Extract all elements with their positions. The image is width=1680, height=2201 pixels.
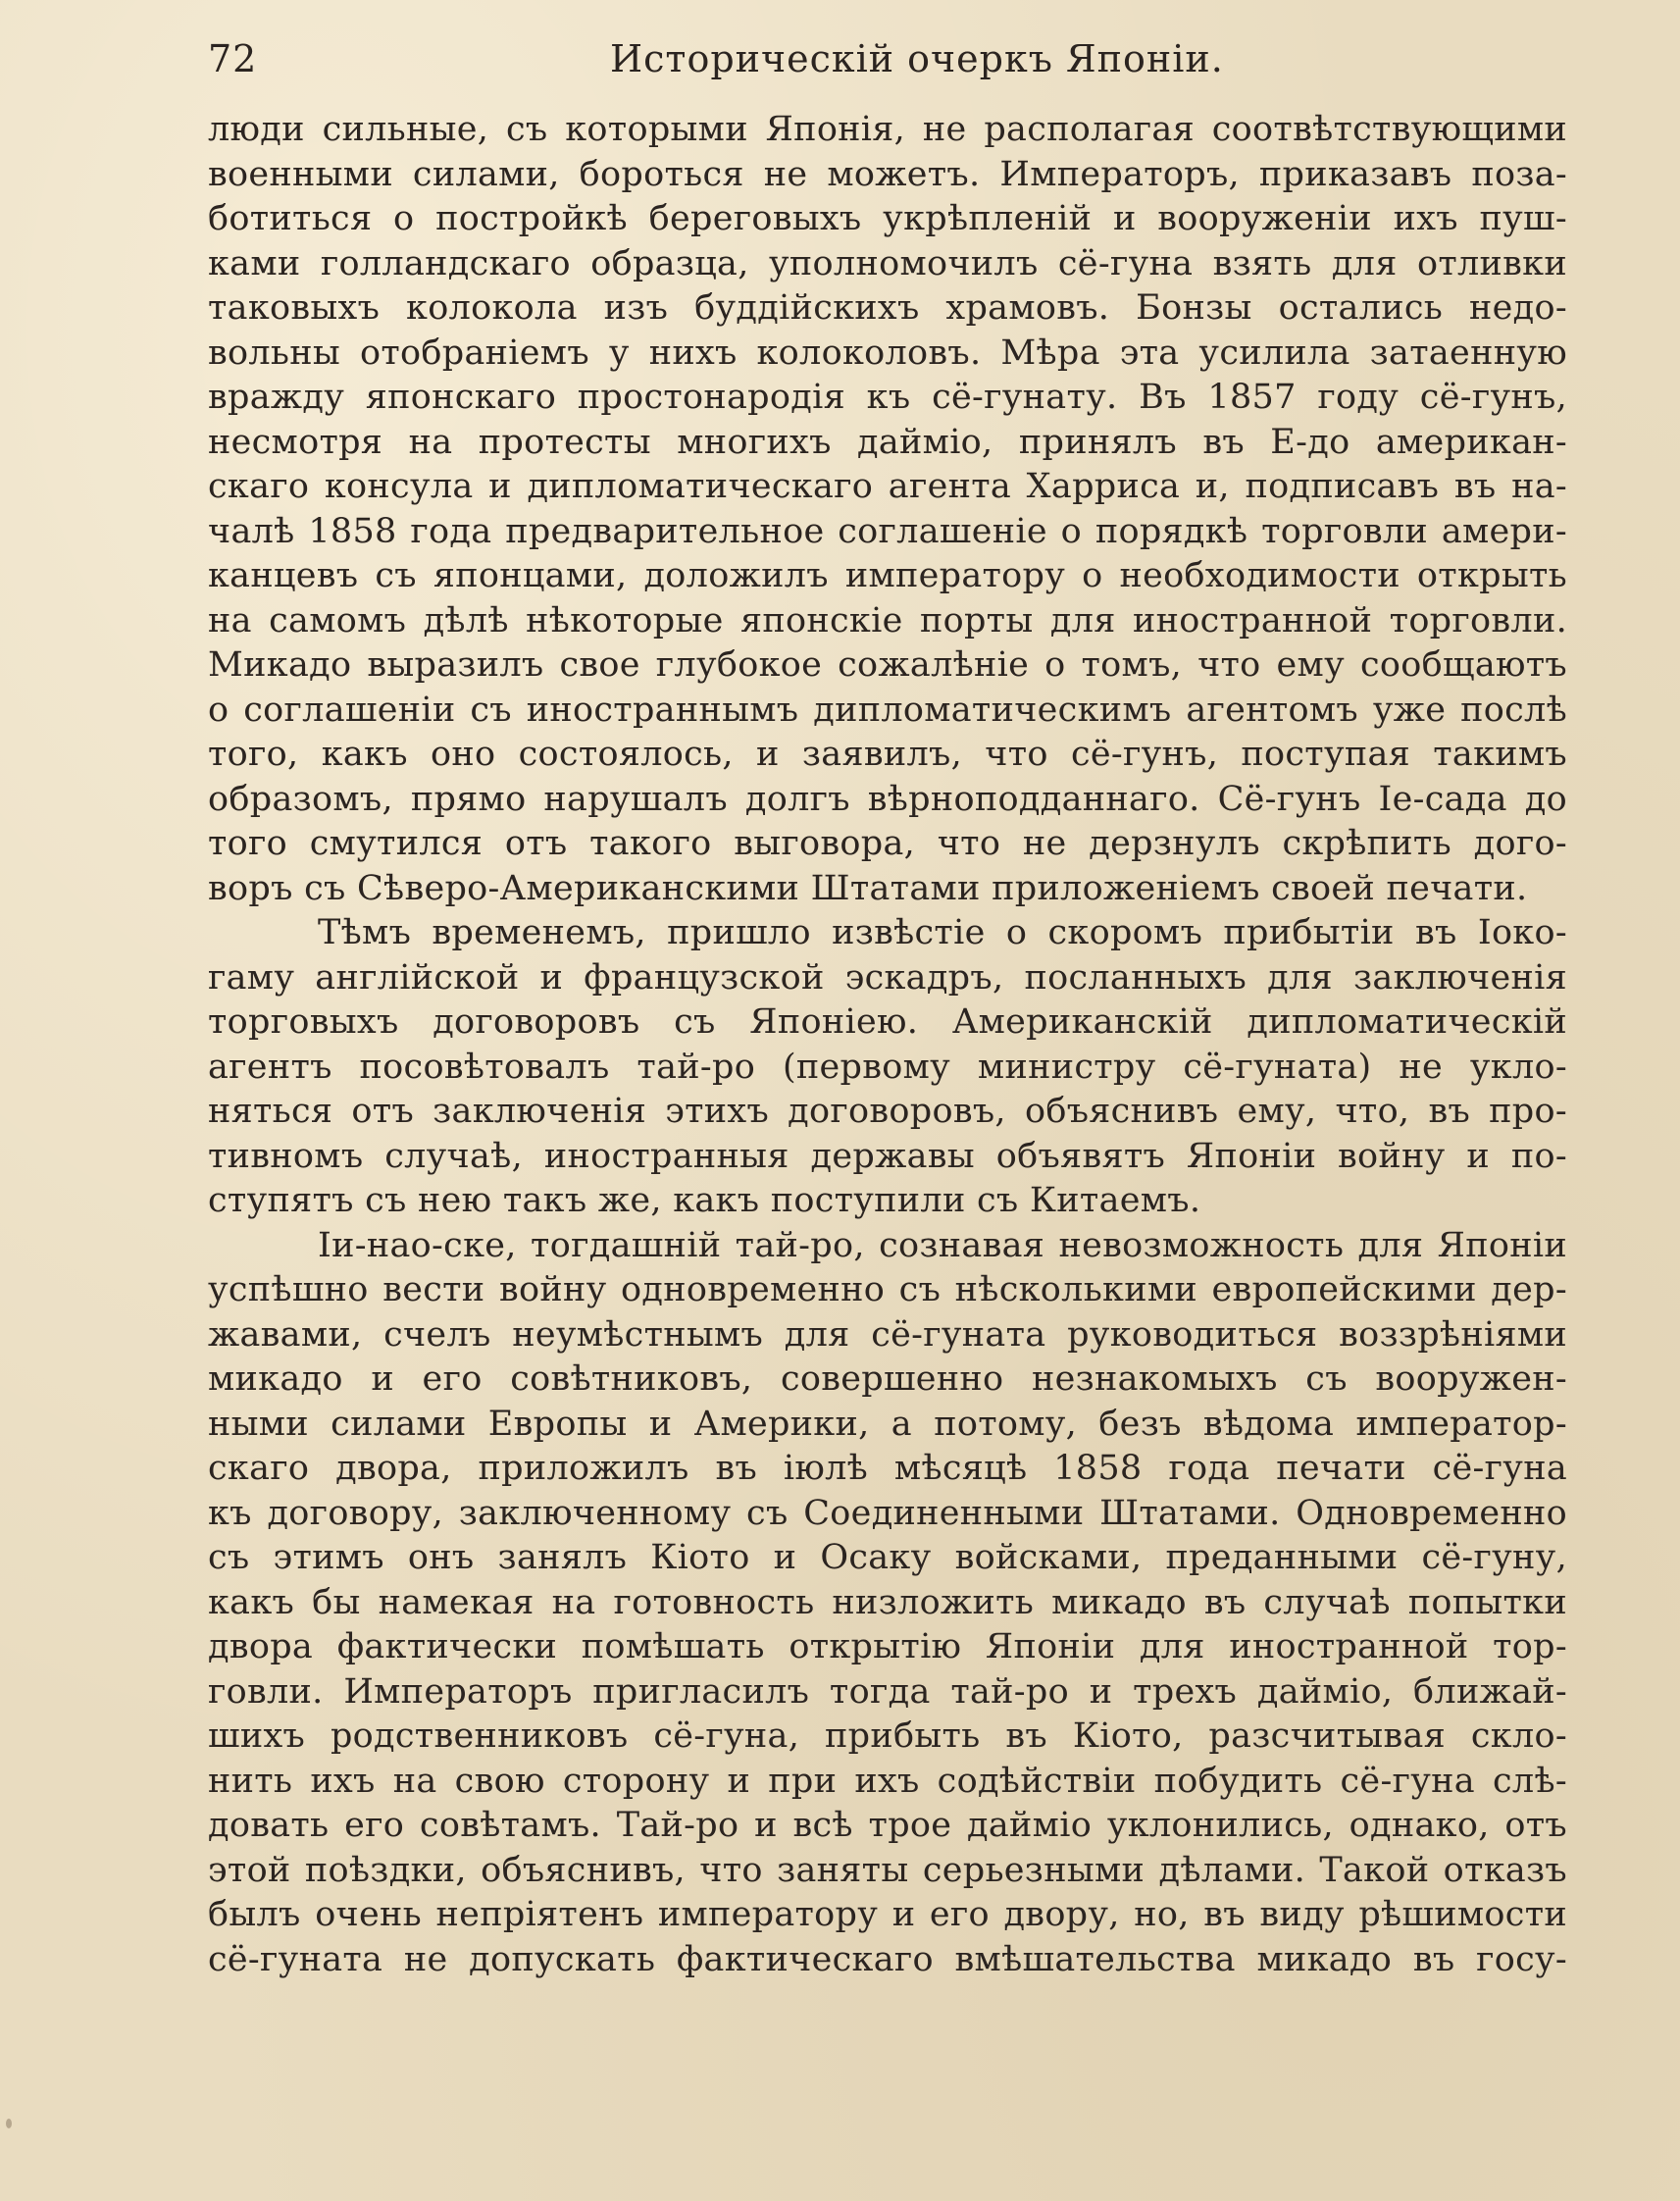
- running-title: Историческій очеркъ Японіи.: [610, 37, 1224, 80]
- text-line: Микадо выразилъ свое глубокое сожалѣніе о томъ, что ему сообщаютъ: [208, 645, 1567, 685]
- text-line: Іи-нао-ске, тогдашній тай-ро, сознавая невозможность для Японіи: [318, 1225, 1567, 1265]
- text-line: канцевъ съ японцами, доложилъ императору о необходимости открыть: [208, 556, 1567, 595]
- text-line: образомъ, прямо нарушалъ долгъ вѣрноподданнаго. Сё-гунъ Іе-сада до: [208, 779, 1567, 819]
- text-line: военными силами, бороться не можетъ. Императоръ, приказавъ поза-: [208, 154, 1567, 194]
- text-line: ботиться о постройкѣ береговыхъ укрѣпленій и вооруженіи ихъ пуш-: [208, 199, 1567, 238]
- text-line: микадо и его совѣтниковъ, совершенно незнакомыхъ съ вооружен-: [208, 1359, 1567, 1399]
- text-line: скаго консула и дипломатическаго агента Харриса и, подписавъ въ на-: [208, 467, 1567, 506]
- text-line: агентъ посовѣтовалъ тай-ро (первому министру сё-гуната) не укло-: [208, 1047, 1567, 1087]
- text-line: двора фактически помѣшать открытію Японіи для иностранной тор-: [208, 1627, 1567, 1666]
- page-number: 72: [208, 37, 258, 80]
- text-line: чалѣ 1858 года предварительное соглашеніе о порядкѣ торговли амери-: [208, 511, 1567, 551]
- text-line: несмотря на протесты многихъ дайміо, принялъ въ Е-до американ-: [208, 422, 1567, 462]
- text-line: къ договору, заключенному съ Соединенными Штатами. Одновременно: [208, 1493, 1567, 1533]
- text-line: на самомъ дѣлѣ нѣкоторые японскіе порты для иностранной торговли.: [208, 600, 1567, 640]
- text-line: торговыхъ договоровъ съ Японіею. Американскій дипломатическій: [208, 1002, 1567, 1042]
- text-line: вольны отобраніемъ у нихъ колоколовъ. Мѣра эта усилила затаенную: [208, 333, 1567, 373]
- text-line: Тѣмъ временемъ, пришло извѣстіе о скоромъ прибытіи въ Іоко-: [318, 913, 1567, 952]
- text-line: ными силами Европы и Америки, а потому, безъ вѣдома император-: [208, 1404, 1567, 1444]
- text-line: нить ихъ на свою сторону и при ихъ содѣйствіи побудить сё-гуна слѣ-: [208, 1761, 1567, 1801]
- text-line: люди сильные, съ которыми Японія, не располагая соотвѣтствующими: [208, 110, 1567, 149]
- text-line: ками голландскаго образца, уполномочилъ сё-гуна взять для отливки: [208, 243, 1567, 283]
- text-line: скаго двора, приложилъ въ іюлѣ мѣсяцѣ 1858 года печати сё-гуна: [208, 1449, 1567, 1488]
- ink-smudge: [6, 2119, 12, 2128]
- text-line: няться отъ заключенія этихъ договоровъ, объяснивъ ему, что, въ про-: [208, 1092, 1567, 1131]
- paragraph: [208, 108, 1567, 911]
- text-line: тивномъ случаѣ, иностранныя державы объявятъ Японіи войну и по-: [208, 1136, 1567, 1176]
- text-line: воръ съ Сѣверо-Американскими Штатами приложеніемъ своей печати.: [208, 868, 1528, 908]
- text-line: былъ очень непріятенъ императору и его двору, но, въ виду рѣшимости: [208, 1895, 1567, 1934]
- text-line: сё-гуната не допускать фактическаго вмѣшательства микадо въ госу-: [208, 1939, 1567, 1979]
- text-line: того смутился отъ такого выговора, что не дерзнулъ скрѣпить дого-: [208, 824, 1567, 863]
- text-line: съ этимъ онъ занялъ Кіото и Осаку войсками, преданными сё-гуну,: [208, 1538, 1567, 1577]
- text-line: того, какъ оно состоялось, и заявилъ, что сё-гунъ, поступая такимъ: [208, 735, 1567, 774]
- text-line: говли. Императоръ пригласилъ тогда тай-ро и трехъ дайміо, ближай-: [208, 1671, 1567, 1712]
- body-text: [208, 108, 1567, 1982]
- running-head: [208, 29, 1561, 88]
- text-line: жавами, счелъ неумѣстнымъ для сё-гуната руководиться воззрѣніями: [208, 1314, 1567, 1355]
- text-line: успѣшно вести войну одновременно съ нѣсколькими европейскими дер-: [208, 1270, 1567, 1309]
- text-line: этой поѣздки, объяснивъ, что заняты серьезными дѣлами. Такой отказъ: [208, 1850, 1567, 1890]
- text-line: довать его совѣтамъ. Тай-ро и всѣ трое дайміо уклонились, однако, отъ: [208, 1806, 1567, 1845]
- text-line: таковыхъ колокола изъ буддійскихъ храмовъ. Бонзы остались недо-: [208, 288, 1567, 328]
- paragraph: [208, 911, 1567, 1224]
- text-line: гаму англійской и французской эскадръ, посланныхъ для заключенія: [208, 957, 1567, 998]
- text-line: какъ бы намекая на готовность низложить микадо въ случаѣ попытки: [208, 1582, 1567, 1622]
- paragraph: [208, 1224, 1567, 1983]
- text-line: ступятъ съ нею такъ же, какъ поступили съ Китаемъ.: [208, 1181, 1201, 1220]
- text-line: о соглашеніи съ иностраннымъ дипломатическимъ агентомъ уже послѣ: [208, 690, 1567, 730]
- text-line: шихъ родственниковъ сё-гуна, прибыть въ Кіото, разсчитывая скло-: [208, 1716, 1567, 1756]
- text-line: вражду японскаго простонародія къ сё-гунату. Въ 1857 году сё-гунъ,: [208, 378, 1567, 417]
